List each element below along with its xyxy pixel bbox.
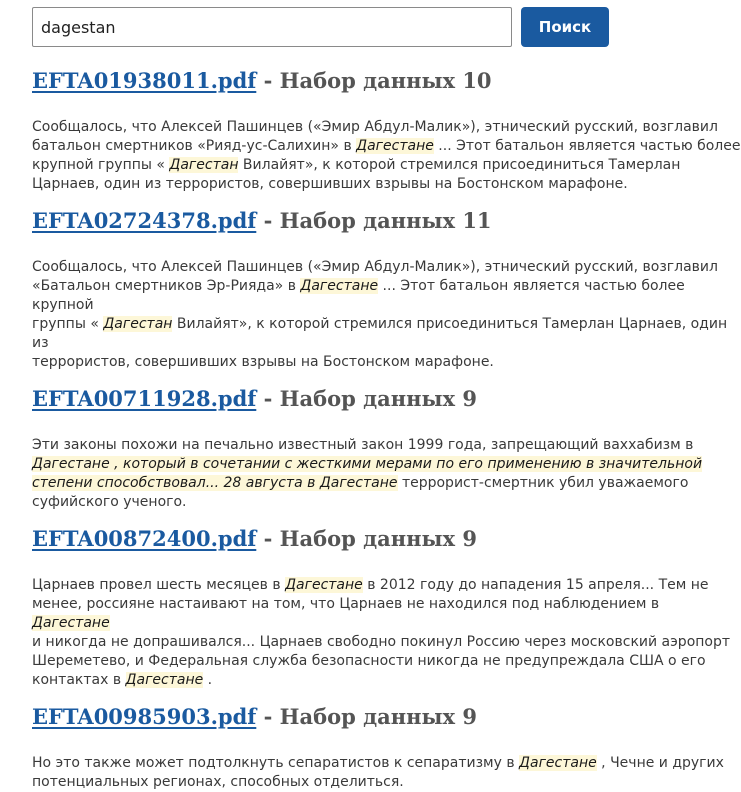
result-file-link[interactable]: EFTA00985903.pdf <box>32 704 257 729</box>
search-input[interactable] <box>32 7 512 47</box>
result-item <box>32 700 741 792</box>
search-highlight: Дагестане <box>285 577 363 593</box>
snippet-text: ... Этот батальон является частью более крупной группы « <box>32 278 685 332</box>
snippet-text: Но это также может подтолкнуть сепаратистов к сепаратизму в <box>32 755 520 771</box>
result-item <box>32 204 741 372</box>
result-snippet <box>32 258 741 372</box>
result-item <box>32 382 741 512</box>
result-dataset: Набор данных 9 <box>279 704 477 729</box>
snippet-text: Эти законы похожи на печально известный закон 1999 года, запрещающий ваххабизм в <box>32 437 694 453</box>
result-separator: - <box>256 704 280 729</box>
search-bar <box>32 7 612 47</box>
search-button[interactable]: Поиск <box>521 7 609 47</box>
snippet-text: в 2012 году до нападения 15 апреля... Тем не менее, россияне настаивают на том, что Царнаев не находился под наблюдением в <box>32 577 709 612</box>
result-file-link[interactable]: EFTA01938011.pdf <box>32 68 257 93</box>
search-highlight: Дагестан <box>169 157 239 173</box>
search-highlight: Дагестане <box>125 672 204 688</box>
snippet-text: ... Этот батальон является частью более крупной группы « <box>32 138 741 173</box>
result-separator: - <box>256 68 280 93</box>
result-separator: - <box>256 526 280 551</box>
snippet-text: Сообщалось, что Алексей Пашинцев («Эмир Абдул-Малик»), этнический русский, возглавил батальон смертников «Рияд-ус-Салихин» в <box>32 119 718 154</box>
search-highlight: Дагестане <box>519 755 597 771</box>
result-dataset: Набор данных 10 <box>279 68 492 93</box>
snippet-text: , Чечне и других потенциальных регионах, способных отделиться. <box>32 755 724 790</box>
results-list <box>32 64 741 792</box>
result-dataset: Набор данных 11 <box>279 208 492 233</box>
result-file-link[interactable]: EFTA02724378.pdf <box>32 208 257 233</box>
result-title <box>32 204 741 238</box>
result-title <box>32 700 741 734</box>
result-snippet <box>32 576 741 690</box>
result-title <box>32 522 741 556</box>
snippet-text: Сообщалось, что Алексей Пашинцев («Эмир Абдул-Малик»), этнический русский, возглавил «Батальон смертников Эр-Рияда» в <box>32 259 718 294</box>
snippet-text: Вилайят», к которой стремился присоединиться Тамерлан Царнаев, один из террористов, совершивших взрывы на Бостонском марафоне. <box>32 316 728 370</box>
result-file-link[interactable]: EFTA00711928.pdf <box>32 386 257 411</box>
result-item <box>32 64 741 194</box>
result-snippet <box>32 754 741 792</box>
search-highlight: Дагестане <box>356 138 434 154</box>
result-separator: - <box>256 386 280 411</box>
result-snippet <box>32 436 741 512</box>
result-snippet <box>32 118 741 194</box>
result-title <box>32 64 741 98</box>
search-highlight: Дагестан <box>103 316 173 332</box>
result-dataset: Набор данных 9 <box>279 526 477 551</box>
search-highlight: Дагестане <box>32 615 110 631</box>
snippet-text: террорист-смертник убил уважаемого суфийского ученого. <box>32 475 689 510</box>
snippet-text: Вилайят», к которой стремился присоединиться Тамерлан Царнаев, один из террористов, совершивших взрывы на Бостонском марафоне. <box>32 157 681 192</box>
snippet-text: и никогда не допрашивался... Царнаев свободно покинул Россию через московский аэропорт Шереметево, и Федеральная служба безопасности никогда не предупреждала США о его контактах в <box>32 634 731 688</box>
search-highlight: Дагестане , который в сочетании с жесткими мерами по его применению в значительной степени способствовал... 28 августа в Дагестане <box>32 456 703 491</box>
result-file-link[interactable]: EFTA00872400.pdf <box>32 526 257 551</box>
search-highlight: Дагестане <box>300 278 379 294</box>
result-title <box>32 382 741 416</box>
result-dataset: Набор данных 9 <box>279 386 477 411</box>
result-item <box>32 522 741 690</box>
snippet-text: Царнаев провел шесть месяцев в <box>32 577 286 593</box>
snippet-text: . <box>203 672 213 688</box>
result-separator: - <box>256 208 280 233</box>
